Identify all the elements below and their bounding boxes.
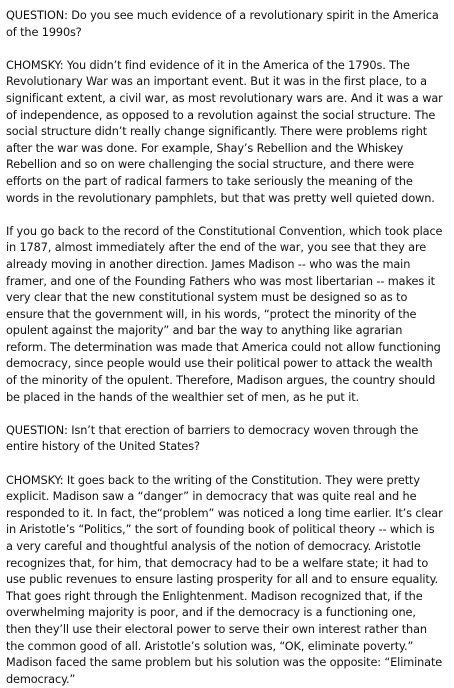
question-1: QUESTION: Do you see much evidence of a revolutionary spirit in the America of the 1990s? [6, 9, 439, 39]
answer-1-paragraph-2: If you go back to the record of the Constitutional Convention, which took place in 1787, almost immediately after the end of the war, you see that they are already moving in another direction. James Madison -- who was the main framer, and one of the Founding Fathers who was most libertarian -- makes it very clear that the new constitutional system must be designed so as to ensure that the government will, in his words, “protect the minority of the opulent against the majority” and bar the way to anything like agrarian reform. The determination was made that America could not allow functioning democracy, since people would use their political power to attack the wealth of the minority of the opulent. Therefore, Madison argues, the country should be placed in the hands of the wealthier set of men, as he put it. [6, 224, 443, 404]
question-2: QUESTION: Isn’t that erection of barriers to democracy woven through the entire history of the United States? [6, 423, 419, 454]
answer-1-paragraph-1: CHOMSKY: You didn’t find evidence of it in the America of the 1790s. The Revolutionary War was an important event. But it was in the first place, to a significant extent, a civil war, as most revolutionary wars are. And it was a war of independence, as opposed to a revolution against the social structure. The social structure didn’t really change significantly. There were problems right after the war was done. For example, Shay’s Rebellion and the Whiskey Rebellion and so on were challenging the social structure, and there were efforts on the part of radical farmers to take seriously the meaning of the words in the revolutionary pamphlets, but that was pretty well quieted down. [6, 58, 443, 205]
answer-2: CHOMSKY: It goes back to the writing of the Constitution. They were pretty explicit. Madison saw a “danger” in democracy that was quite real and he responded to it. In fact, the“problem” was noticed a long time earlier. It’s clear in Aristotle’s “Politics,” the sort of founding book of political theory -- which is a very careful and thoughtful analysis of the notion of democracy. Aristotle recognizes that, for him, that democracy had to be a welfare state; it had to use public revenues to ensure lasting prosperity for all and to ensure equality. That goes right through the Enlightenment. Madison recognized that, if the overwhelming majority is poor, and if the democracy is a functioning one, then they’ll use their electoral power to serve their own interest rather than the common good of all. Aristotle’s solution was, “OK, eliminate poverty.” Madison faced the same problem but his solution was the opposite: “Eliminate democracy.” [6, 473, 443, 686]
